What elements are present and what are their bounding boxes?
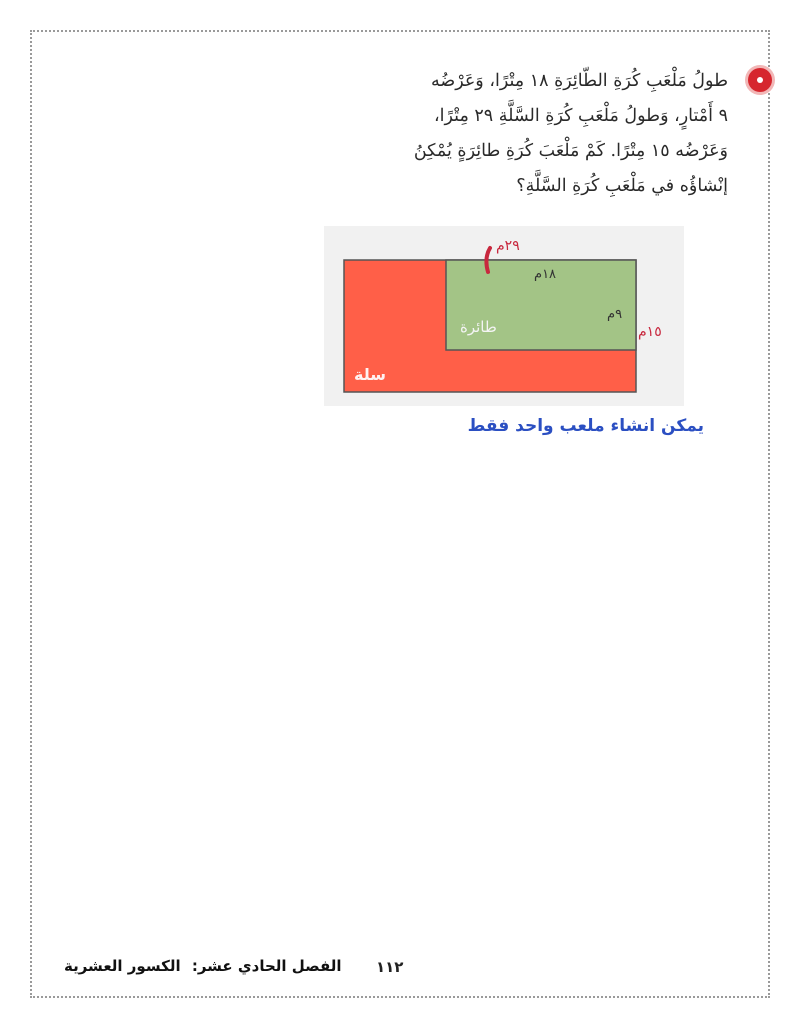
page-number: ١١٢ — [376, 958, 404, 976]
question-line-2: ٩ أَمْتارٍ، وَطولُ مَلْعَبِ كُرَةِ السَّلَّةِ ٢٩ مِتْرًا، — [434, 106, 728, 126]
volleyball-length-label: ١٨م — [534, 267, 557, 282]
volleyball-label: طائرة — [460, 318, 497, 336]
page-footer — [64, 957, 342, 975]
basketball-label: سلة — [354, 365, 386, 384]
footer-topic: الكسور العشرية — [64, 957, 181, 975]
question-block — [298, 64, 728, 204]
question-line-3: وَعَرْضُه ١٥ مِتْرًا. كَمْ مَلْعَبَ كُرَةِ طائِرَةٍ يُمْكِنُ — [413, 141, 728, 161]
volleyball-width-label: ٩م — [607, 307, 623, 322]
question-line-1: طولُ مَلْعَبِ كُرَةِ الطّائِرَةِ ١٨ مِتْرًا، وَعَرْضُه — [430, 71, 728, 91]
courts-diagram — [324, 226, 684, 406]
question-marker-icon — [748, 68, 772, 92]
answer-text: يمكن انشاء ملعب واحد فقط — [467, 416, 704, 436]
basketball-width-label: ١٥م — [638, 324, 662, 340]
question-line-4: إنْشاؤُه في مَلْعَبِ كُرَةِ السَّلَّةِ؟ — [516, 176, 728, 196]
footer-chapter: الفصل الحادي عشر: — [191, 957, 342, 975]
basketball-length-label: ٢٩م — [496, 238, 520, 254]
